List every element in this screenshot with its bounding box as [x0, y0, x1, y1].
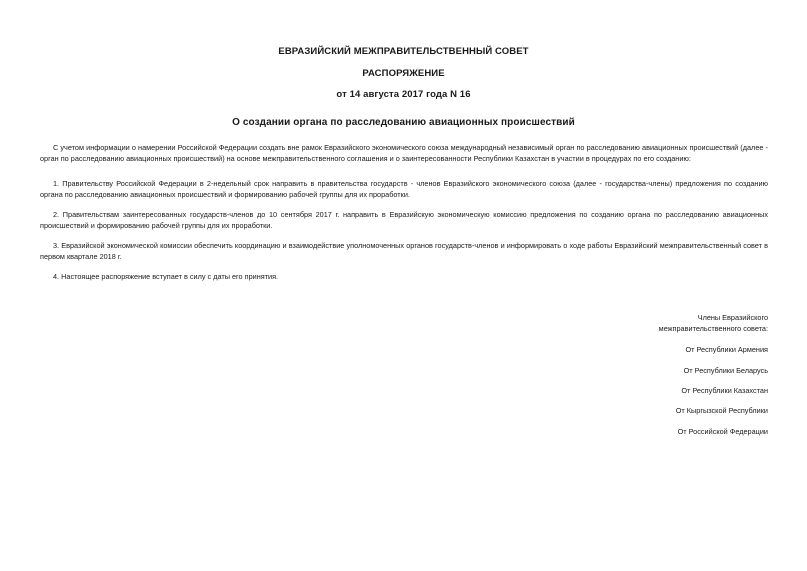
- signature-kazakhstan: От Республики Казахстан: [681, 386, 768, 395]
- signature-kyrgyzstan: От Кыргызской Республики: [675, 406, 768, 415]
- signatures-heading-line-2: межправительственного совета:: [658, 324, 768, 333]
- signature-russia: От Российской Федерации: [677, 427, 768, 436]
- signatures-heading-line-1: Члены Евразийского: [697, 313, 768, 322]
- document-title: О создании органа по расследованию авиационных происшествий: [232, 117, 575, 128]
- clause-1-paragraph: 1. Правительству Российской Федерации в 2-недельный срок направить в правительства государств - членов Евразийского экономического союза (далее - государства-члены) предложения по созданию органа по расследованию авиационных происшествий и формированию рабочей группы для их проработки.: [40, 179, 768, 199]
- signature-belarus: От Республики Беларусь: [683, 366, 768, 375]
- organization-heading: ЕВРАЗИЙСКИЙ МЕЖПРАВИТЕЛЬСТВЕННЫЙ СОВЕТ: [278, 46, 529, 57]
- clause-3-paragraph: 3. Евразийской экономической комиссии обеспечить координацию и взаимодействие уполномоченных органов государств-членов и информировать о ходе работы Евразийский межправительственный совет в первом квартале 2018 г.: [40, 241, 768, 261]
- signature-armenia: От Республики Армения: [685, 345, 768, 354]
- clause-4-paragraph: 4. Настоящее распоряжение вступает в силу с даты его принятия.: [53, 272, 279, 281]
- document-type-heading: РАСПОРЯЖЕНИЕ: [362, 68, 445, 79]
- clause-2-paragraph: 2. Правительствам заинтересованных государств-членов до 10 сентября 2017 г. направить в Евразийскую экономическую комиссию предложения по созданию органа по расследованию авиационных происшествий и формированию рабочей группы для их проработки.: [40, 210, 768, 230]
- preamble-paragraph: С учетом информации о намерении Российской Федерации создать вне рамок Евразийского экономического союза международный независимый орган по расследованию авиационных происшествий (далее - орган по расследованию авиационных происшествий) на основе межправительственного соглашения и о заинтересованности Республики Казахстан в участии в процедурах по его созданию:: [40, 143, 768, 163]
- document-date-number: от 14 августа 2017 года N 16: [336, 89, 471, 100]
